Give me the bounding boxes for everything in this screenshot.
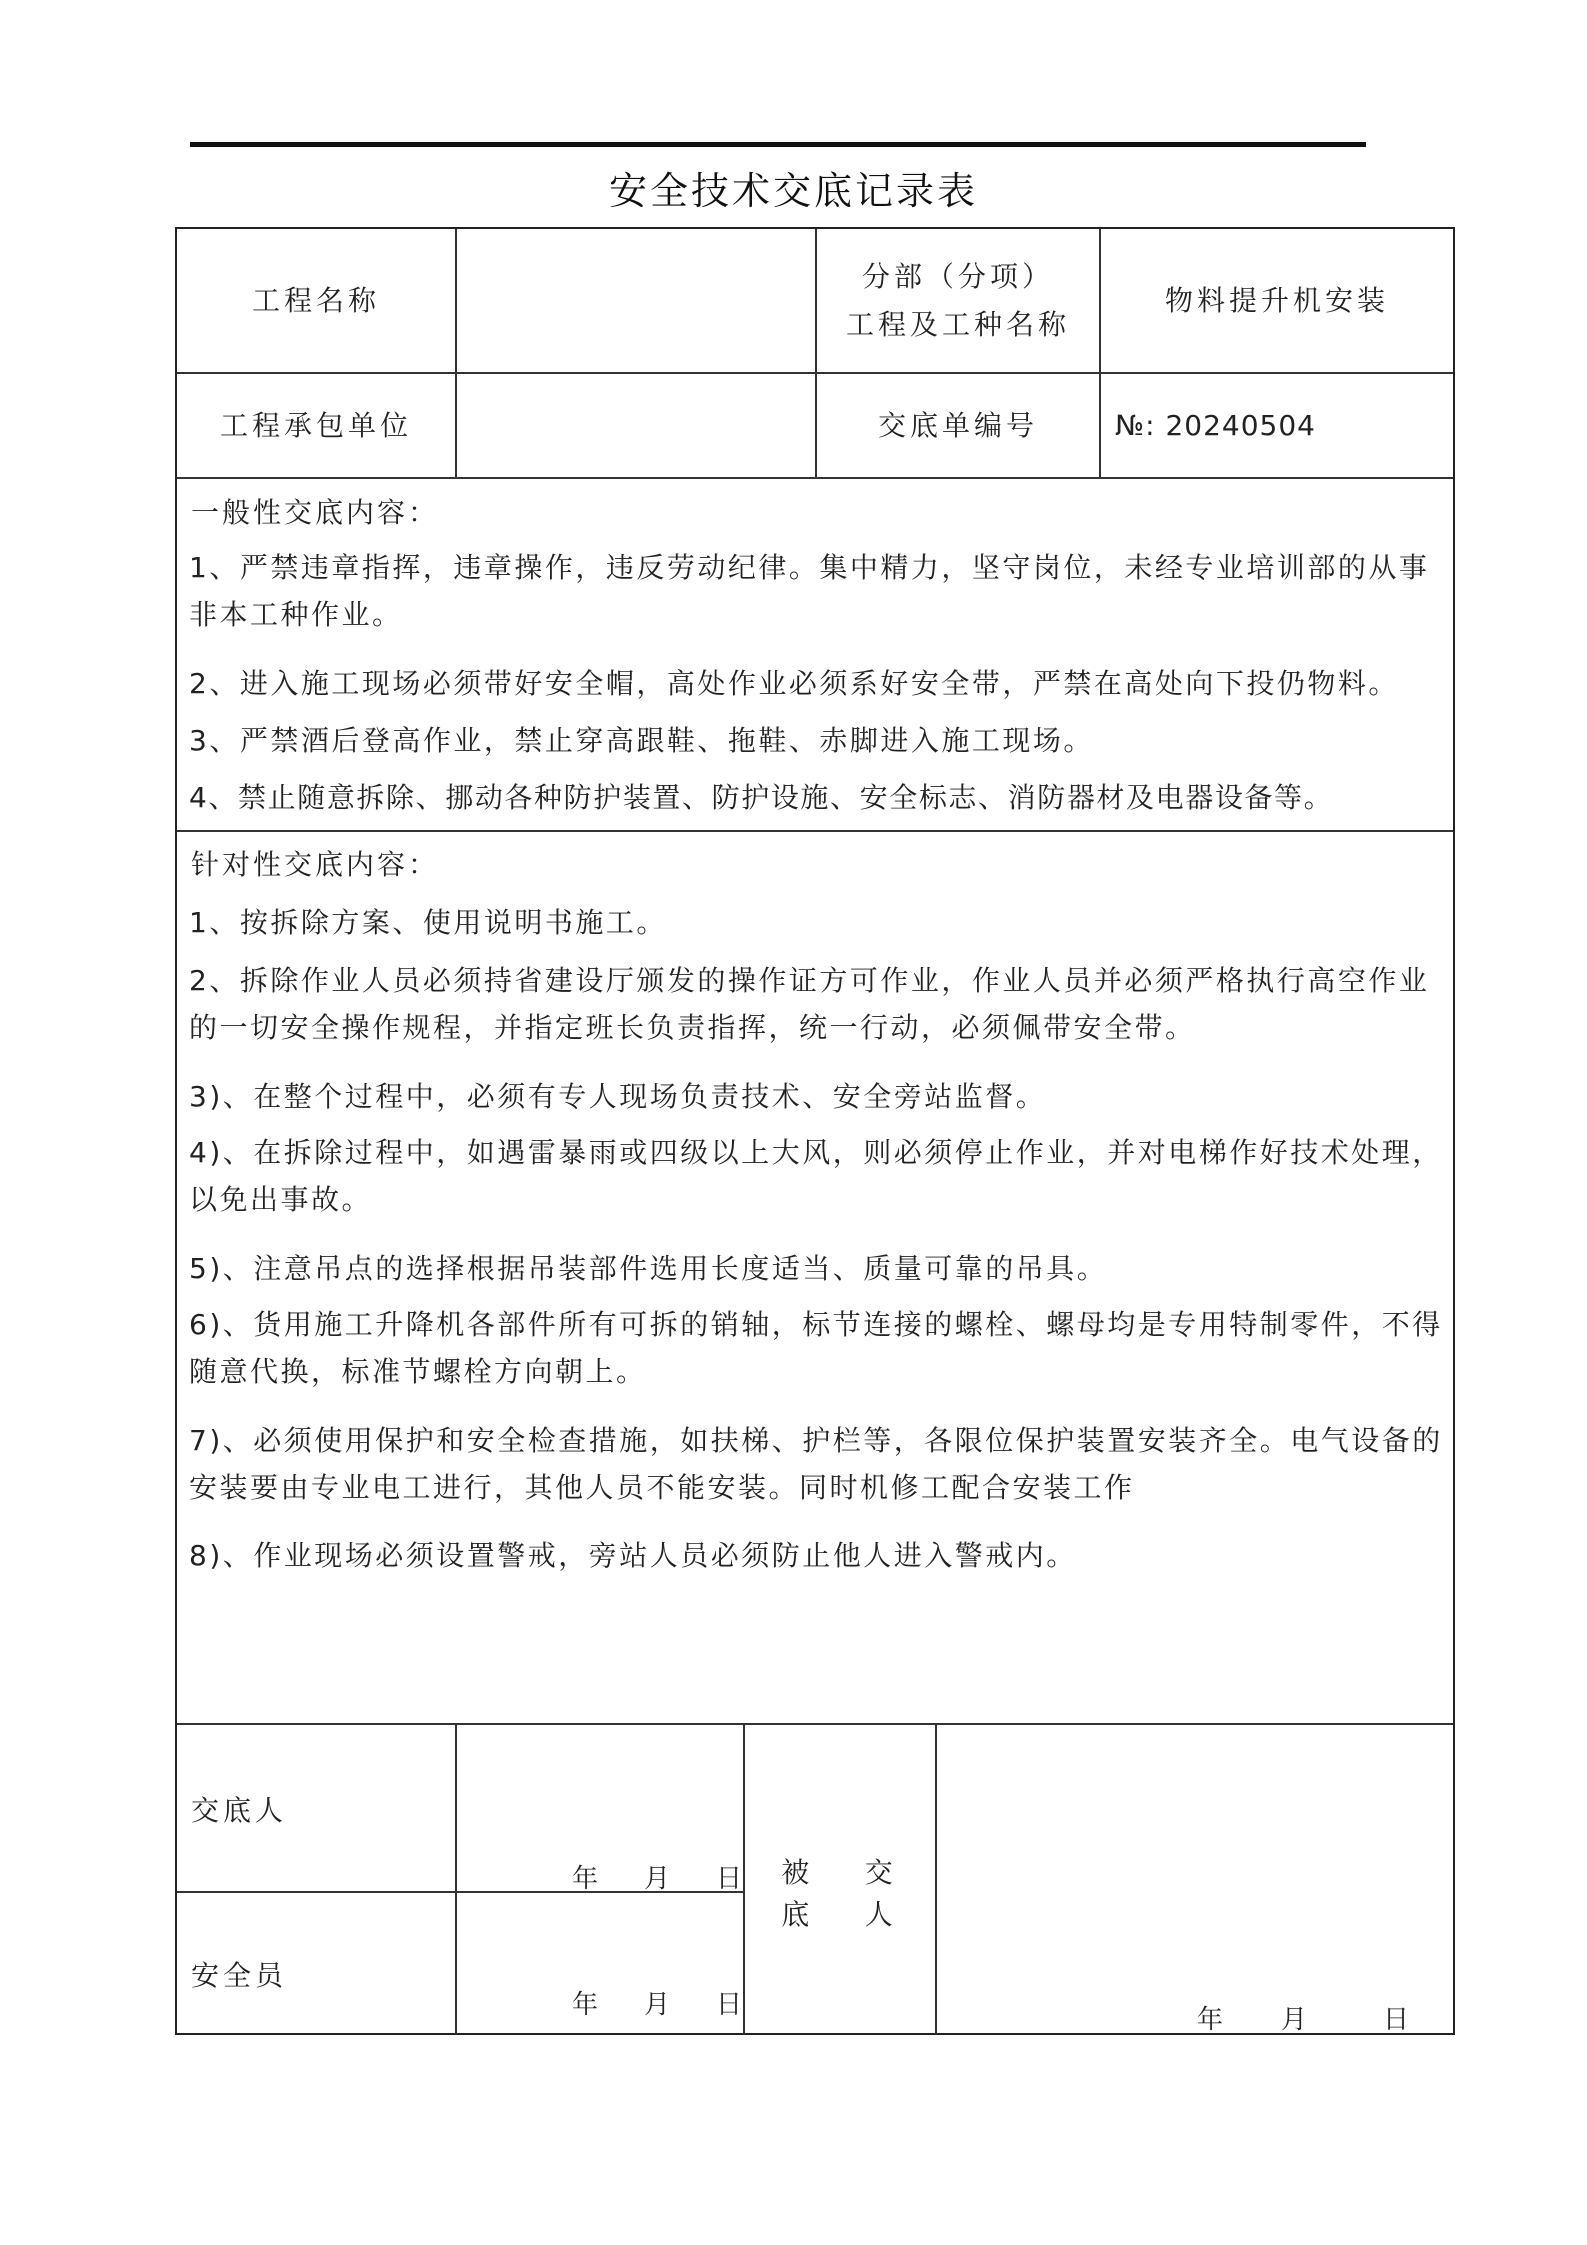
- row-divider: [177, 477, 1453, 479]
- general-item: 3、严禁酒后登高作业，禁止穿高跟鞋、拖鞋、赤脚进入施工现场。: [189, 724, 1094, 757]
- specific-item: 6)、货用施工升降机各部件所有可拆的销轴，标节连接的螺栓、螺母均是专用特制零件，不得随意代换，标准节螺栓方向朝上。: [189, 1308, 1443, 1388]
- date-day: 日: [1383, 2005, 1410, 2035]
- date-month: 月: [644, 1864, 671, 1894]
- general-item: 1、严禁违章指挥，违章操作，违反劳动纪律。集中精力，坚守岗位，未经专业培训部的从事非本工种作业。: [189, 551, 1430, 631]
- record-table: [175, 227, 1455, 2035]
- date-year: 年: [1197, 2005, 1224, 2035]
- doc-no-value: №: 20240504: [1115, 408, 1316, 442]
- specific-item: 8)、作业现场必须设置警戒，旁站人员必须防止他人进入警戒内。: [189, 1539, 1077, 1572]
- project-name-value: [457, 229, 815, 372]
- contractor-label: 工程承包单位: [219, 408, 412, 442]
- specific-item: 5)、注意吊点的选择根据吊装部件选用长度适当、质量可靠的吊具。: [189, 1252, 1108, 1285]
- safety-officer-date: [572, 1984, 742, 2021]
- general-item: 4、禁止随意拆除、挪动各种防护装置、防护设施、安全标志、消防器材及电器设备等。: [189, 781, 1334, 814]
- specific-heading: 针对性交底内容：: [191, 848, 440, 881]
- row-divider: [177, 1723, 1453, 1725]
- sub-project-label: [817, 229, 1099, 372]
- row-divider: [177, 830, 1453, 832]
- sub-project-label-line2: 工程及工种名称: [845, 307, 1070, 341]
- col-divider: [455, 1723, 457, 2035]
- safety-officer-label: 安全员: [191, 1959, 288, 1993]
- recipient-date: [1197, 1999, 1409, 2036]
- sub-project-label-line1: 分部（分项）: [861, 259, 1054, 293]
- date-day: 日: [716, 1864, 743, 1894]
- general-item: 2、进入施工现场必须带好安全帽，高处作业必须系好安全带，严禁在高处向下投仍物料。: [189, 667, 1399, 700]
- date-year: 年: [572, 1864, 599, 1894]
- project-name-label: 工程名称: [251, 283, 380, 317]
- specific-item: 1、按拆除方案、使用说明书施工。: [189, 906, 667, 939]
- contractor-value: [457, 374, 815, 477]
- sub-project-value: 物料提升机安装: [1164, 283, 1389, 317]
- discloser-date: [572, 1858, 742, 1895]
- recipient-label: [743, 1849, 935, 1939]
- recipient-label-line2: 底 人: [781, 1898, 897, 1931]
- date-month: 月: [1281, 2005, 1308, 2035]
- top-rule: [190, 142, 1366, 147]
- recipient-label-line1: 被 交: [781, 1856, 897, 1889]
- specific-item: 2、拆除作业人员必须持省建设厅颁发的操作证方可作业，作业人员并必须严格执行高空作业的一切安全操作规程，并指定班长负责指挥，统一行动，必须佩带安全带。: [189, 964, 1430, 1044]
- discloser-label: 交底人: [191, 1794, 288, 1828]
- specific-item: 3)、在整个过程中，必须有专人现场负责技术、安全旁站监督。: [189, 1080, 1047, 1113]
- date-day: 日: [716, 1990, 743, 2020]
- doc-no-label: 交底单编号: [877, 408, 1038, 442]
- general-heading: 一般性交底内容：: [191, 496, 440, 529]
- date-month: 月: [644, 1990, 671, 2020]
- specific-item: 4)、在拆除过程中，如遇雷暴雨或四级以上大风，则必须停止作业，并对电梯作好技术处理，以免出事故。: [189, 1136, 1443, 1216]
- date-year: 年: [572, 1990, 599, 2020]
- col-divider: [935, 1723, 937, 2035]
- specific-item: 7)、必须使用保护和安全检查措施，如扶梯、护栏等，各限位保护装置安装齐全。电气设备的安装要由专业电工进行，其他人员不能安装。同时机修工配合安装工作: [189, 1424, 1443, 1504]
- page-title: 安全技术交底记录表: [608, 169, 978, 213]
